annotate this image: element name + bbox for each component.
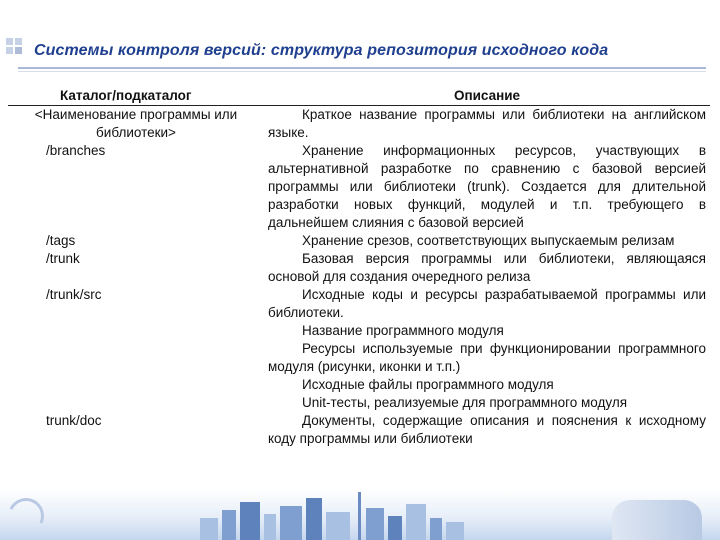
description-cell: Ресурсы используемые при функционировании программного модуля (рисунки, иконки и т.п.) xyxy=(268,341,706,374)
description-cell: Хранение срезов, соответствующих выпускаемым релизам xyxy=(302,233,675,248)
description-cell: Краткое название программы или библиотеки на английском языке. xyxy=(268,107,706,140)
building-shape xyxy=(222,510,236,540)
table-row xyxy=(8,106,710,143)
directory-cell xyxy=(8,394,264,412)
title-divider-secondary xyxy=(18,71,706,72)
table-row xyxy=(8,412,710,448)
table-row xyxy=(8,250,710,286)
description-cell: Исходные файлы программного модуля xyxy=(302,377,554,392)
description-cell: Документы, содержащие описания и пояснения к исходному коду программы или библиотеки xyxy=(268,413,706,446)
building-shape xyxy=(406,504,426,540)
table-row xyxy=(8,232,710,250)
title-divider xyxy=(18,67,706,69)
building-shape xyxy=(200,518,218,540)
table-row xyxy=(8,376,710,394)
directory-cell xyxy=(8,376,264,394)
building-shape xyxy=(326,512,350,540)
column-header-directory: Каталог/подкаталог xyxy=(60,88,192,103)
repository-structure-table xyxy=(8,87,710,448)
directory-cell xyxy=(8,340,264,376)
tower-shape xyxy=(358,492,361,540)
description-cell: Базовая версия программы или библиотеки, являющаяся основой для создания очередного релиза xyxy=(268,251,706,284)
satellite-dish-icon xyxy=(3,493,49,539)
directory-cell xyxy=(8,322,264,340)
column-header-description: Описание xyxy=(453,88,521,103)
table-row xyxy=(8,142,710,232)
directory-cell: /trunk/src xyxy=(46,287,102,302)
building-shape xyxy=(388,516,402,540)
description-cell: Unit-тесты, реализуемые для программного модуля xyxy=(302,395,628,410)
directory-cell: <Наименование программы или библиотеки> xyxy=(34,107,238,140)
building-shape xyxy=(280,506,302,540)
footer-city-banner xyxy=(0,490,720,540)
table-header-row xyxy=(8,87,710,106)
building-shape xyxy=(240,502,260,540)
building-shape xyxy=(306,498,322,540)
table-row xyxy=(8,394,710,412)
directory-cell: trunk/doc xyxy=(46,413,102,428)
description-cell: Исходные коды и ресурсы разрабатываемой программы или библиотеки. xyxy=(268,287,706,320)
table-row xyxy=(8,322,710,340)
building-shape xyxy=(446,522,464,540)
directory-cell: /tags xyxy=(46,233,76,248)
building-shape xyxy=(264,514,276,540)
slide-title: Системы контроля версий: структура репозитория исходного кода xyxy=(34,42,609,59)
building-shape xyxy=(366,508,384,540)
directory-cell: /trunk xyxy=(46,251,80,266)
table-row xyxy=(8,340,710,376)
building-shape xyxy=(430,518,442,540)
directory-cell: /branches xyxy=(46,143,106,158)
description-cell: Хранение информационных ресурсов, участвующих в альтернативной разработке по сравнению с базовой версией программы или библиотеки (trunk). Создается для длительной разработки новых функций, модулей и т.п. требующего в дальнейшем слияния с базовой версией xyxy=(268,143,706,230)
description-cell: Название программного модуля xyxy=(302,323,504,338)
table-row xyxy=(8,286,710,322)
office-people-image xyxy=(612,500,702,540)
